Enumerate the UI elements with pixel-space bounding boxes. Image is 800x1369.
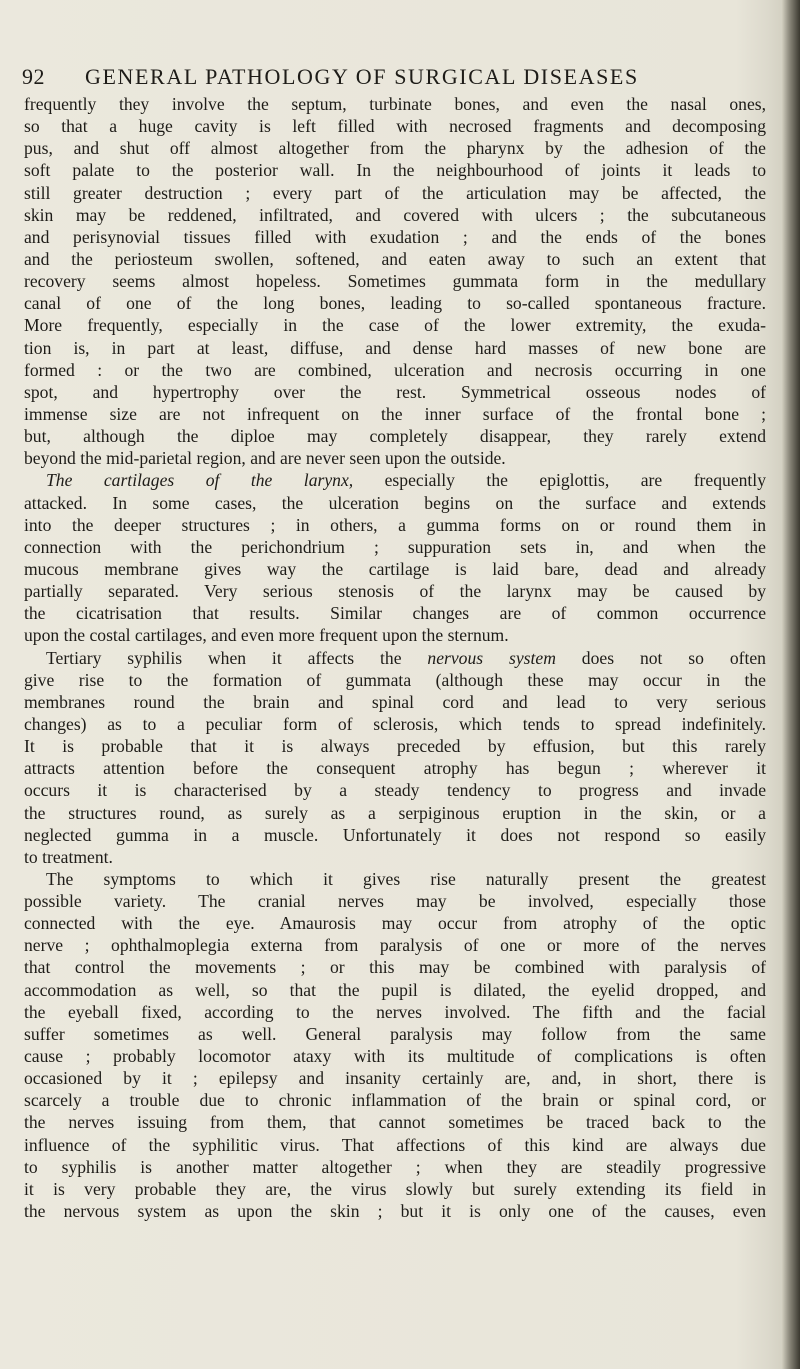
text-line: upon the costal cartilages, and even more frequent upon the sternum.: [24, 625, 509, 646]
text-line: the cicatrisation that results. Similar changes are of common occurrence: [24, 603, 766, 624]
text-line: cause ; probably locomotor ataxy with its multitude of complications is often: [24, 1046, 766, 1067]
text-line: nerve ; ophthalmoplegia externa from paralysis of one or more of the nerves: [24, 935, 766, 956]
text-line: the structures round, as surely as a serpiginous eruption in the skin, or a: [24, 802, 766, 823]
text-line: neglected gumma in a muscle. Unfortunately it does not respond so easily: [24, 824, 766, 845]
text-line: It is probable that it is always preceded by effusion, but this rarely: [24, 736, 766, 757]
text-line: to syphilis is another matter altogether ; when they are steadily progressive: [24, 1156, 766, 1177]
text-line: the nerves issuing from them, that cannot sometimes be traced back to the: [24, 1112, 766, 1133]
text-line: and the periosteum swollen, softened, and eaten away to such an extent that: [24, 248, 766, 269]
text-line: it is very probable they are, the virus slowly but surely extending its field in: [24, 1178, 766, 1199]
text-line: connection with the perichondrium ; suppuration sets in, and when the: [24, 536, 766, 557]
body-text: [24, 93, 766, 1244]
italic-phrase: nervous system: [427, 647, 556, 668]
text-line: immense size are not infrequent on the inner surface of the frontal bone ;: [24, 403, 766, 424]
text-line: influence of the syphilitic virus. That affections of this kind are always due: [24, 1134, 766, 1155]
text-line: into the deeper structures ; in others, a gumma forms on or round them in: [24, 514, 766, 535]
text-line: [24, 1222, 766, 1244]
text-line: mucous membrane gives way the cartilage is laid bare, dead and already: [24, 558, 766, 579]
text-line: skin may be reddened, infiltrated, and covered with ulcers ; the subcutaneous: [24, 204, 766, 225]
text-line: scarcely a trouble due to chronic inflammation of the brain or spinal cord, or: [24, 1090, 766, 1111]
text-line: formed : or the two are combined, ulceration and necrosis occurring in one: [24, 359, 766, 380]
text-line: give rise to the formation of gummata (although these may occur in the: [24, 669, 766, 690]
text-line: canal of one of the long bones, leading to so-called spontaneous fracture.: [24, 293, 766, 314]
text-line: the nervous system as upon the skin ; but it is only one of the causes, even: [24, 1201, 766, 1222]
text-line: attracts attention before the consequent atrophy has begun ; wherever it: [24, 758, 766, 779]
text-line: occasioned by it ; epilepsy and insanity certainly are, and, in short, there is: [24, 1068, 766, 1089]
text-line: membranes round the brain and spinal cord and lead to very serious: [24, 691, 766, 712]
text-line: pus, and shut off almost altogether from the pharynx by the adhesion of the: [24, 138, 766, 159]
text-line: The symptoms to which it gives rise naturally present the greatest: [46, 868, 766, 889]
text-line: spot, and hypertrophy over the rest. Symmetrical osseous nodes of: [24, 381, 766, 402]
text-line: but, although the diploe may completely disappear, they rarely extend: [24, 426, 766, 447]
text-line: partially separated. Very serious stenosis of the larynx may be caused by: [24, 581, 766, 602]
text-line: tion is, in part at least, diffuse, and dense hard masses of new bone are: [24, 337, 766, 358]
text-line: that control the movements ; or this may be combined with paralysis of: [24, 957, 766, 978]
text-line: so that a huge cavity is left filled with necrosed fragments and decomposing: [24, 116, 766, 137]
text-line: still greater destruction ; every part of the articulation may be affected, the: [24, 182, 766, 203]
italic-phrase: The cartilages of the larynx,: [46, 470, 354, 491]
book-binding-edge: [782, 0, 800, 1369]
text-line: occurs it is characterised by a steady tendency to progress and invade: [24, 780, 766, 801]
text-line: accommodation as well, so that the pupil is dilated, the eyelid dropped, and: [24, 979, 766, 1000]
running-head: GENERAL PATHOLOGY OF SURGICAL DISEASES: [85, 64, 639, 89]
text-line: beyond the mid-parietal region, and are never seen upon the outside.: [24, 448, 506, 469]
page-number: 92: [22, 64, 45, 89]
text-line: suffer sometimes as well. General paralysis may follow from the same: [24, 1023, 766, 1044]
text-line: attacked. In some cases, the ulceration begins on the surface and extends: [24, 492, 766, 513]
text-line: connected with the eye. Amaurosis may occur from atrophy of the optic: [24, 913, 766, 934]
text-line: recovery seems almost hopeless. Sometimes gummata form in the medullary: [24, 271, 766, 292]
text-line: soft palate to the posterior wall. In the neighbourhood of joints it leads to: [24, 160, 766, 181]
text-line: Tertiary syphilis when it affects the nervous system does not so often: [46, 647, 766, 668]
text-line: More frequently, especially in the case of the lower extremity, the exuda-: [24, 315, 766, 336]
page-header: [22, 64, 772, 94]
text-line: frequently they involve the septum, turbinate bones, and even the nasal ones,: [24, 94, 766, 114]
text-line: possible variety. The cranial nerves may be involved, especially those: [24, 891, 766, 912]
text-line: to treatment.: [24, 846, 113, 867]
text-line: changes) as to a peculiar form of sclerosis, which tends to spread indefinitely.: [24, 713, 766, 734]
text-line: and perisynovial tissues filled with exudation ; and the ends of the bones: [24, 226, 766, 247]
text-line: The cartilages of the larynx, especially the epiglottis, are frequently: [46, 470, 766, 491]
text-line: the eyeball fixed, according to the nerves involved. The fifth and the facial: [24, 1001, 766, 1022]
